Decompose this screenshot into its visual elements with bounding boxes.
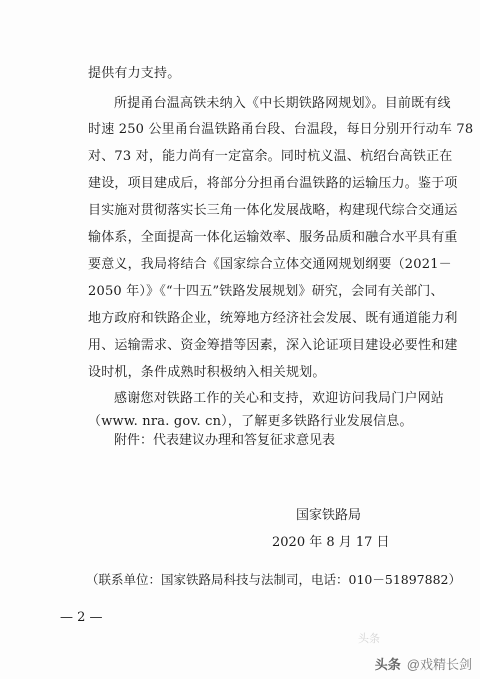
paragraph-line: 用、运输需求、资金筹措等因素，深入论证项目建设必要性和建 <box>88 338 458 353</box>
paragraph-line: 输体系，全面提高一体化运输效率、服务品质和融合水平具有重 <box>88 230 458 245</box>
attachment-note: 附件：代表建议办理和答复征求意见表 <box>114 433 336 448</box>
paragraph-line: 2050 年）》《“十四五”铁路发展规划》研究，会同有关部门、 <box>88 284 444 299</box>
paragraph-line: 设时机，条件成熟时积极纳入相关规划。 <box>88 365 326 380</box>
watermark <box>375 654 472 673</box>
paragraph-line: 对、73 对，能力尚有一定富余。同时杭义温、杭绍台高铁正在 <box>88 149 453 164</box>
signature-date: 2020 年 8 月 17 日 <box>272 535 390 550</box>
paragraph-line: 提供有力支持。 <box>88 66 181 81</box>
paragraph-line: 目实施对贯彻落实长三角一体化发展战略，构建现代综合交通运 <box>88 203 458 218</box>
page-number: — 2 — <box>60 610 103 625</box>
paragraph-line: 地方政府和铁路企业，统筹地方经济社会发展、既有通道能力利 <box>88 311 458 326</box>
watermark-author: @戏精长剑 <box>406 657 472 672</box>
paragraph-line: （www. nra. gov. cn），了解更多铁路行业发展信息。 <box>88 414 413 429</box>
faint-watermark: 头条 <box>358 633 380 645</box>
contact-info: （联系单位：国家铁路局科技与法制司，电话：010－51897882） <box>86 572 461 587</box>
paragraph-line: 时速 250 公里甬台温铁路甬台段、台温段，每日分别开行动车 78 <box>88 122 474 137</box>
paragraph-line: 建设，项目建成后，将部分分担甬台温铁路的运输压力。鉴于项 <box>88 176 458 191</box>
paragraph-line: 感谢您对铁路工作的关心和支持，欢迎访问我局门户网站 <box>114 391 445 406</box>
paragraph-line: 所提甬台温高铁未纳入《中长期铁路网规划》。目前既有线 <box>114 96 451 111</box>
signature-organization: 国家铁路局 <box>296 508 362 523</box>
watermark-app-name: 头条 <box>374 657 401 672</box>
paragraph-line: 要意义，我局将结合《国家综合立体交通网规划纲要（2021－ <box>88 257 452 272</box>
